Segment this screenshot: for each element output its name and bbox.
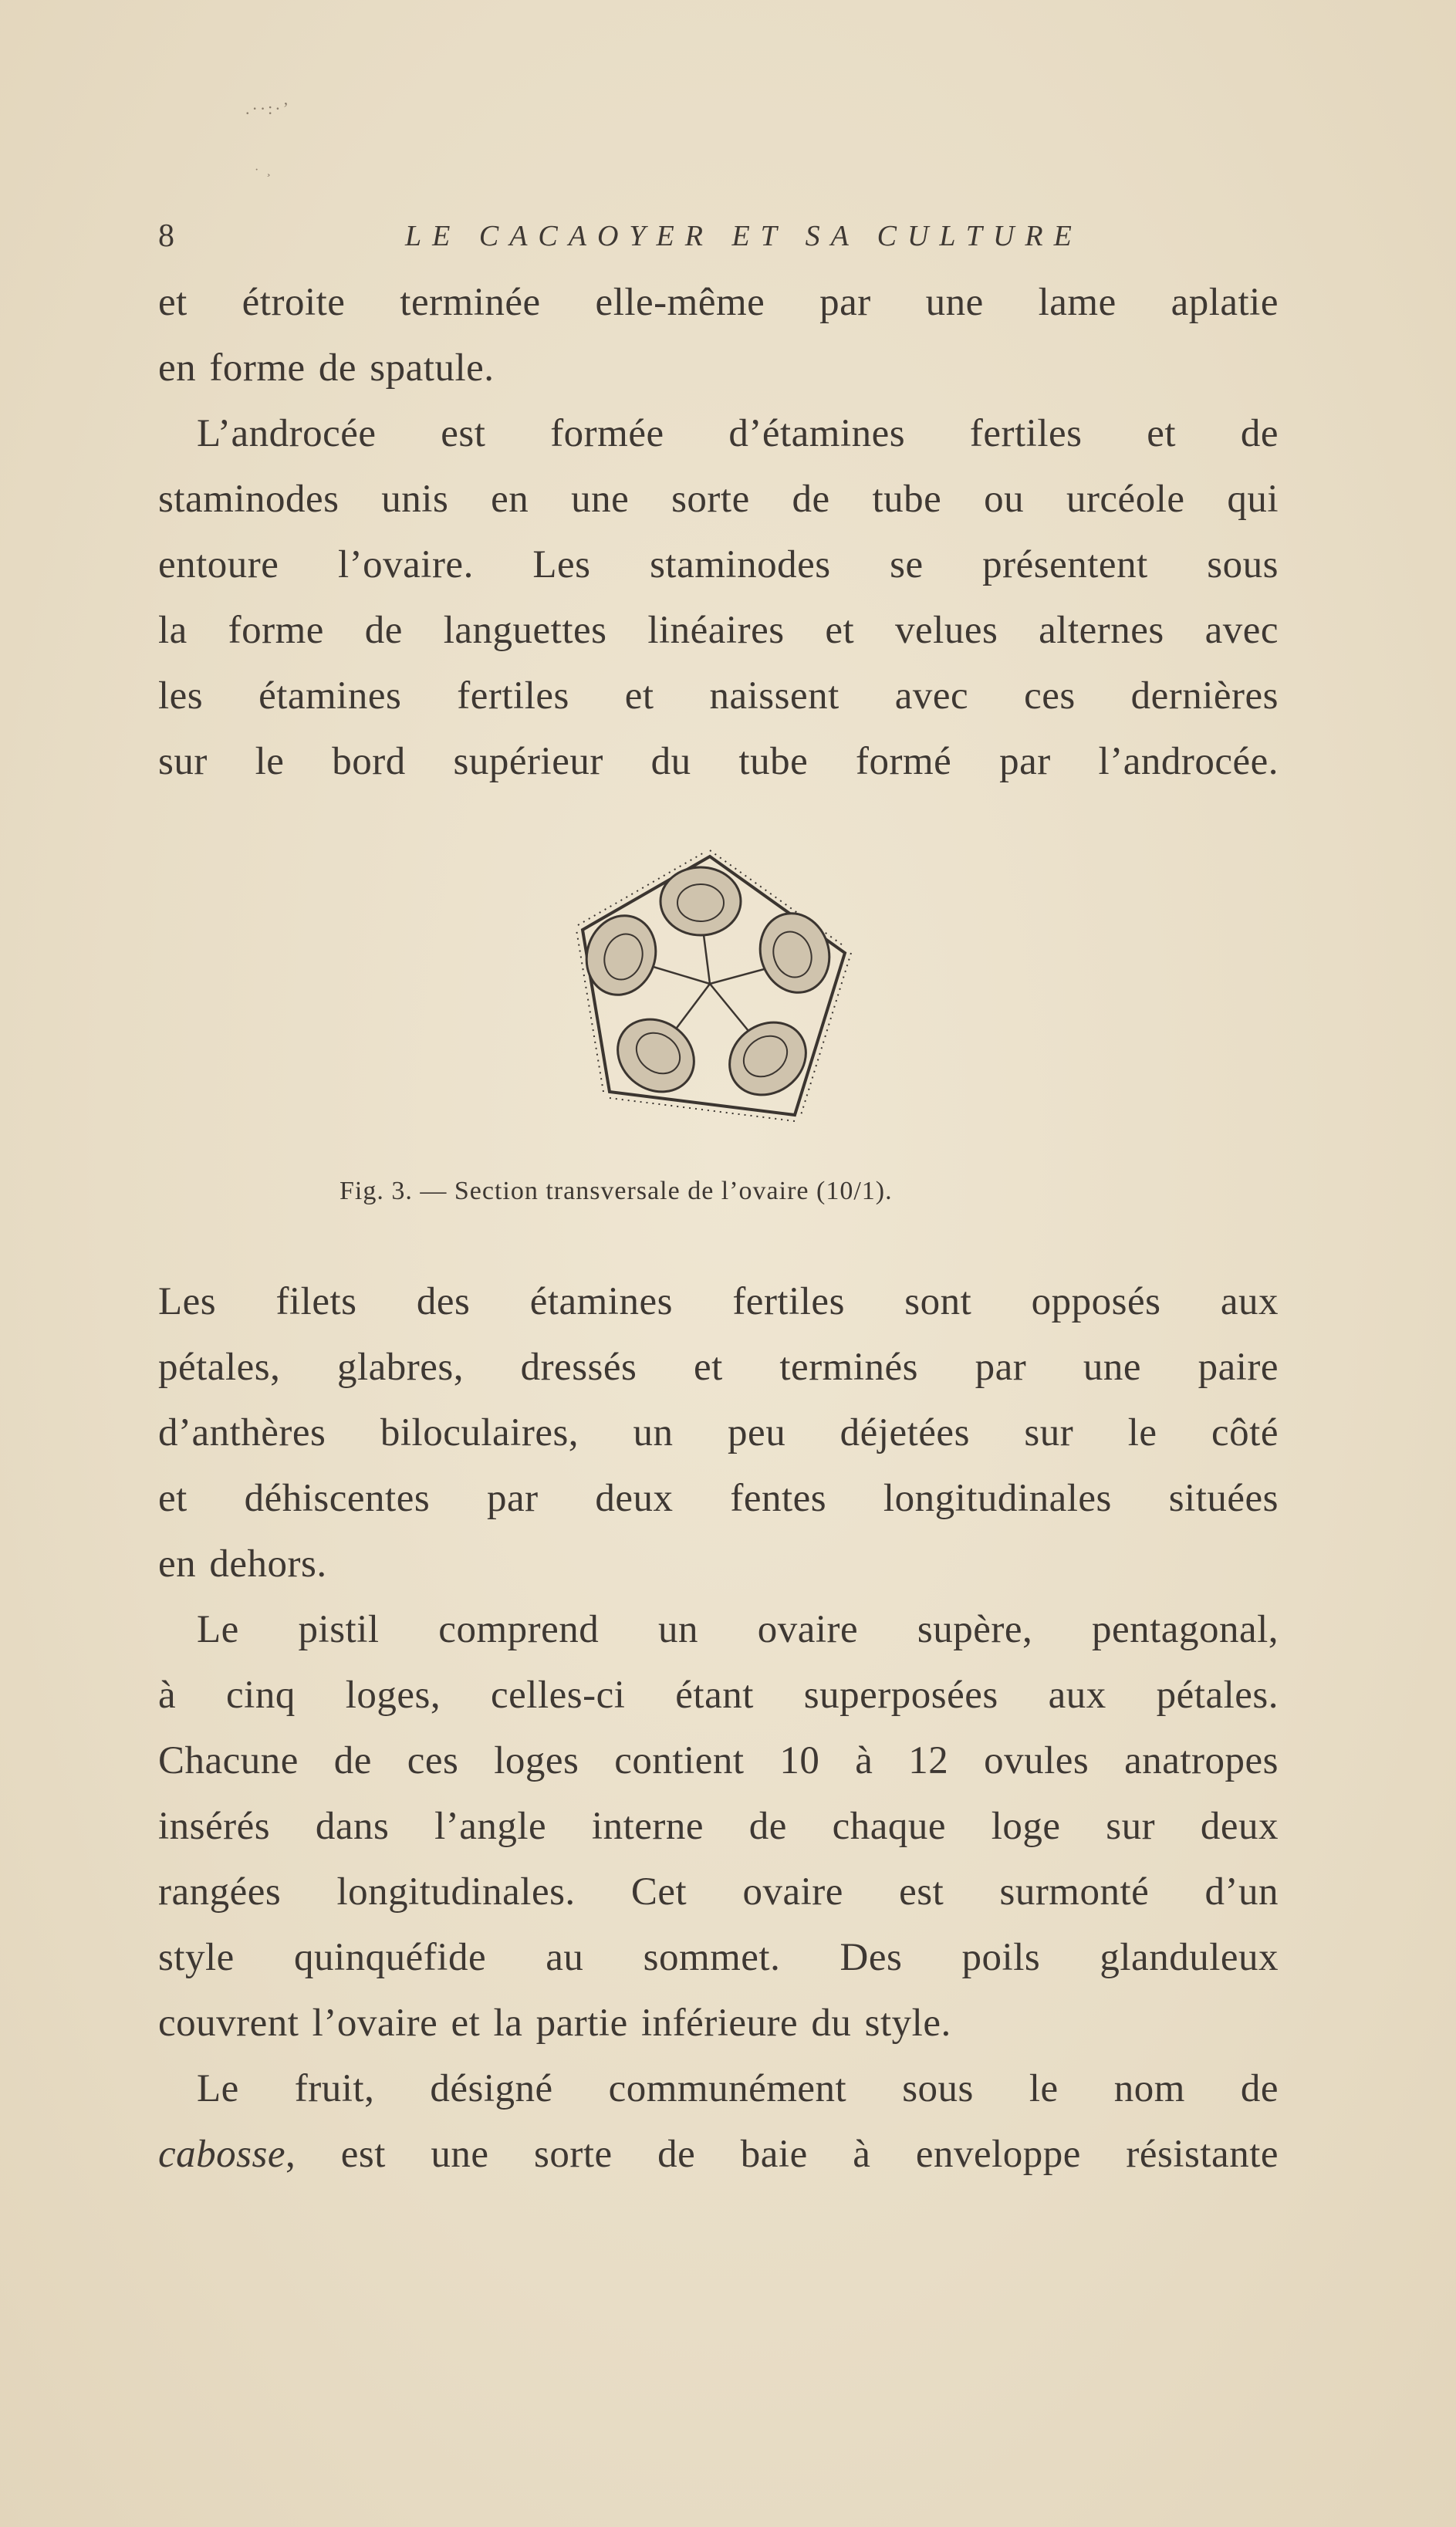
text-line: et déhiscentes par deux fentes longitudinales situées (158, 1477, 1279, 1520)
locule (750, 904, 839, 1002)
page-number: 8 (158, 218, 174, 254)
text-line: à cinq loges, celles-ci étant superposées aux pétales. (158, 1674, 1279, 1717)
locule (715, 1008, 820, 1110)
page-header (158, 218, 1277, 256)
text-line: Le fruit, désigné communément sous le nom de (197, 2067, 1279, 2110)
text-line: pétales, glabres, dressés et terminés par une paire (158, 1346, 1279, 1389)
text-line: staminodes unis en une sorte de tube ou urcéole qui (158, 478, 1279, 521)
text-line: sur le bord supérieur du tube formé par l’androcée. (158, 740, 1279, 783)
locule (603, 1005, 708, 1106)
text-line: rangées longitudinales. Cet ovaire est surmonté d’un (158, 1870, 1279, 1914)
text-line: les étamines fertiles et naissent avec ces dernières (158, 674, 1279, 718)
text-line: style quinquéfide au sommet. Des poils glanduleux (158, 1936, 1279, 1979)
figure-caption: Fig. 3. — Section transversale de l’ovaire (10/1). (340, 1177, 893, 1205)
text-line-italic-start: cabosse, est une sorte de baie à enveloppe résistante (158, 2133, 1279, 2176)
italic-term: cabosse (158, 2133, 285, 2176)
text-line: Les filets des étamines fertiles sont opposés aux (158, 1280, 1279, 1323)
text-line: couvrent l’ovaire et la partie inférieure du style. (158, 2002, 951, 2045)
paragraph-top (158, 270, 1279, 795)
text-line: d’anthères biloculaires, un peu déjetées sur le côté (158, 1411, 1279, 1454)
locule (660, 867, 741, 935)
text-line: en forme de spatule. (158, 346, 495, 390)
text-line: entoure l’ovaire. Les staminodes se présentent sous (158, 543, 1279, 586)
paper-blemish: · ¸ (255, 164, 273, 177)
text-line: insérés dans l’angle interne de chaque loge sur deux (158, 1805, 1279, 1848)
text-line: Chacune de ces loges contient 10 à 12 ovules anatropes (158, 1739, 1279, 1782)
ovary-cross-section-figure (563, 841, 872, 1142)
text-line: la forme de languettes linéaires et velues alternes avec (158, 609, 1279, 652)
paragraph-bottom (158, 1269, 1279, 2187)
paper-blemish: .··:·ʼ (245, 99, 291, 118)
ovary-section-drawing (563, 841, 872, 1142)
text-line: en dehors. (158, 1542, 327, 1586)
text-line: L’androcée est formée d’étamines fertiles et de (197, 412, 1279, 455)
locule (576, 907, 666, 1004)
text-line: et étroite terminée elle-même par une lame aplatie (158, 281, 1279, 324)
text-line: Le pistil comprend un ovaire supère, pentagonal, (197, 1608, 1279, 1651)
running-title: LE CACAOYER ET SA CULTURE (405, 220, 1083, 252)
